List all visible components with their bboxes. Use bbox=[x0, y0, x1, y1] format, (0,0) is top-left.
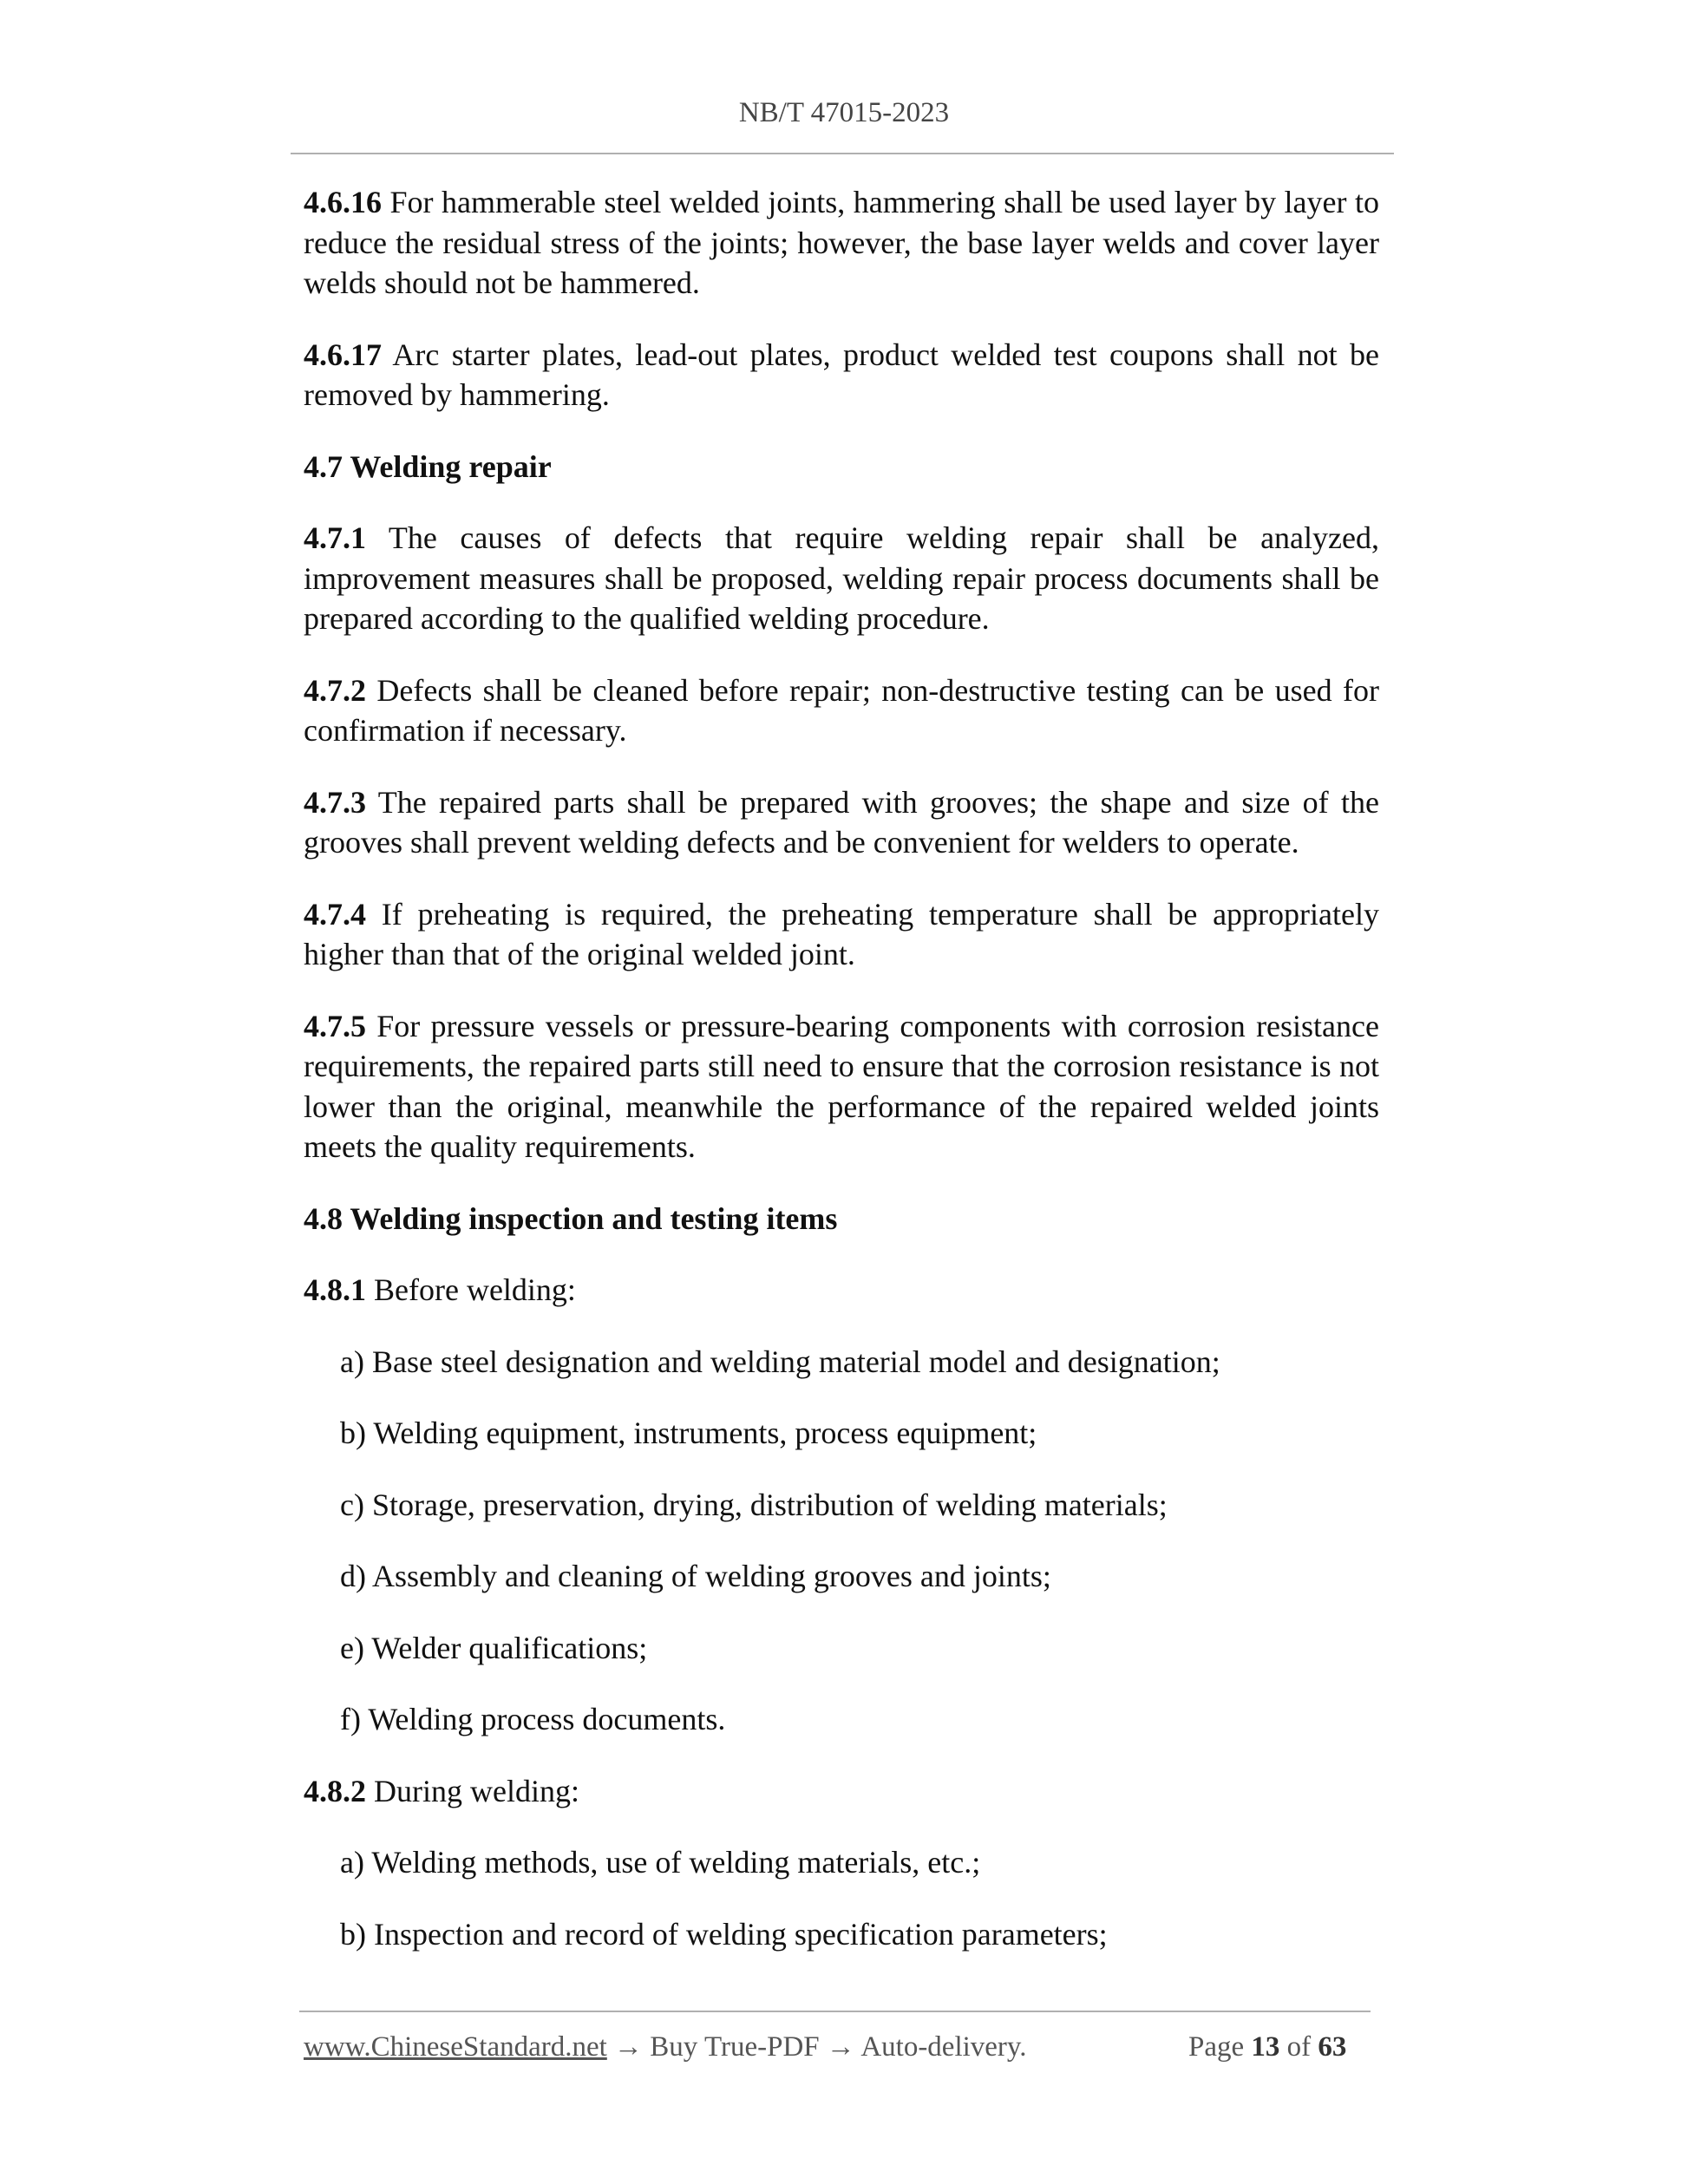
clause-number: 4.7.2 bbox=[304, 672, 366, 708]
list-item: c) Storage, preservation, drying, distribution of welding materials; bbox=[340, 1487, 1168, 1522]
page-header-title: NB/T 47015-2023 bbox=[738, 97, 950, 128]
clause-number: 4.8.2 bbox=[304, 1773, 366, 1808]
clause-number: 4.7.1 bbox=[304, 520, 366, 555]
clause-4-8-1 bbox=[304, 1270, 1379, 1311]
document-body bbox=[304, 182, 1379, 1985]
section-heading-4-7: 4.7 Welding repair bbox=[304, 448, 552, 484]
clause-text: The causes of defects that require welding repair shall be analyzed, improvement measures shall be proposed, welding repair process documents shall be prepared according to the qualified welding procedure. bbox=[304, 520, 1379, 636]
clause-text: For pressure vessels or pressure-bearing components with corrosion resistance requirements, the repaired parts still need to ensure that the corrosion resistance is not lower than the original, meanwhile the performance of the repaired welded joints meets the quality requirements. bbox=[304, 1008, 1379, 1164]
clause-4-7-3 bbox=[304, 782, 1379, 863]
list-item: f) Welding process documents. bbox=[340, 1702, 726, 1736]
list-item: b) Inspection and record of welding specification parameters; bbox=[340, 1916, 1108, 1952]
list-item: a) Welding methods, use of welding materials, etc.; bbox=[340, 1845, 981, 1880]
footer-delivery-text: Auto-delivery. bbox=[860, 2031, 1027, 2063]
clause-text: If preheating is required, the preheating temperature shall be appropriately higher than that of the original welded joint. bbox=[304, 896, 1379, 971]
clause-text: Arc starter plates, lead-out plates, product welded test coupons shall not be removed by hammering. bbox=[304, 337, 1379, 412]
footer-buy-text: Buy True-PDF bbox=[650, 2031, 820, 2063]
clause-text: For hammerable steel welded joints, hammering shall be used layer by layer to reduce the residual stress of the joints; however, the base layer welds and cover layer welds should not be hammered. bbox=[304, 185, 1379, 300]
list-item: a) Base steel designation and welding material model and designation; bbox=[340, 1344, 1220, 1379]
clause-number: 4.7.3 bbox=[304, 784, 366, 820]
page-total: 63 bbox=[1318, 2031, 1347, 2063]
clause-4-8-2 bbox=[304, 1771, 1379, 1812]
footer-promo bbox=[304, 2030, 1027, 2064]
clause-number: 4.6.17 bbox=[304, 337, 382, 372]
list-item: d) Assembly and cleaning of welding grooves and joints; bbox=[340, 1559, 1051, 1593]
clause-4-6-16 bbox=[304, 182, 1379, 304]
clause-number: 4.8.1 bbox=[304, 1272, 366, 1307]
clause-4-6-17 bbox=[304, 335, 1379, 415]
list-item: e) Welder qualifications; bbox=[340, 1630, 648, 1665]
clause-4-7-2 bbox=[304, 670, 1379, 751]
clause-4-7-5 bbox=[304, 1006, 1379, 1167]
arrow-icon: → bbox=[606, 2031, 651, 2063]
page-label: Page bbox=[1188, 2031, 1245, 2063]
clause-text: Defects shall be cleaned before repair; non-destructive testing can be used for confirmation if necessary. bbox=[304, 672, 1379, 748]
clause-4-7-4 bbox=[304, 894, 1379, 975]
list-item: b) Welding equipment, instruments, process equipment; bbox=[340, 1416, 1037, 1450]
clause-number: 4.6.16 bbox=[304, 185, 382, 219]
section-heading-4-8: 4.8 Welding inspection and testing items bbox=[304, 1200, 838, 1236]
clause-number: 4.7.5 bbox=[304, 1008, 366, 1043]
header-divider bbox=[291, 153, 1394, 154]
clause-4-7-1 bbox=[304, 518, 1379, 639]
clause-number: 4.7.4 bbox=[304, 896, 366, 932]
page-indicator bbox=[1188, 2030, 1346, 2064]
website-link[interactable]: www.ChineseStandard.net bbox=[304, 2031, 607, 2063]
arrow-icon: → bbox=[819, 2031, 861, 2063]
clause-text: Before welding: bbox=[366, 1272, 576, 1307]
clause-text: The repaired parts shall be prepared with grooves; the shape and size of the grooves shall prevent welding defects and be convenient for welders to operate. bbox=[304, 784, 1379, 860]
page-number: 13 bbox=[1251, 2031, 1280, 2063]
footer-divider bbox=[299, 2011, 1371, 2012]
of-label: of bbox=[1286, 2031, 1312, 2063]
clause-text: During welding: bbox=[366, 1773, 579, 1808]
